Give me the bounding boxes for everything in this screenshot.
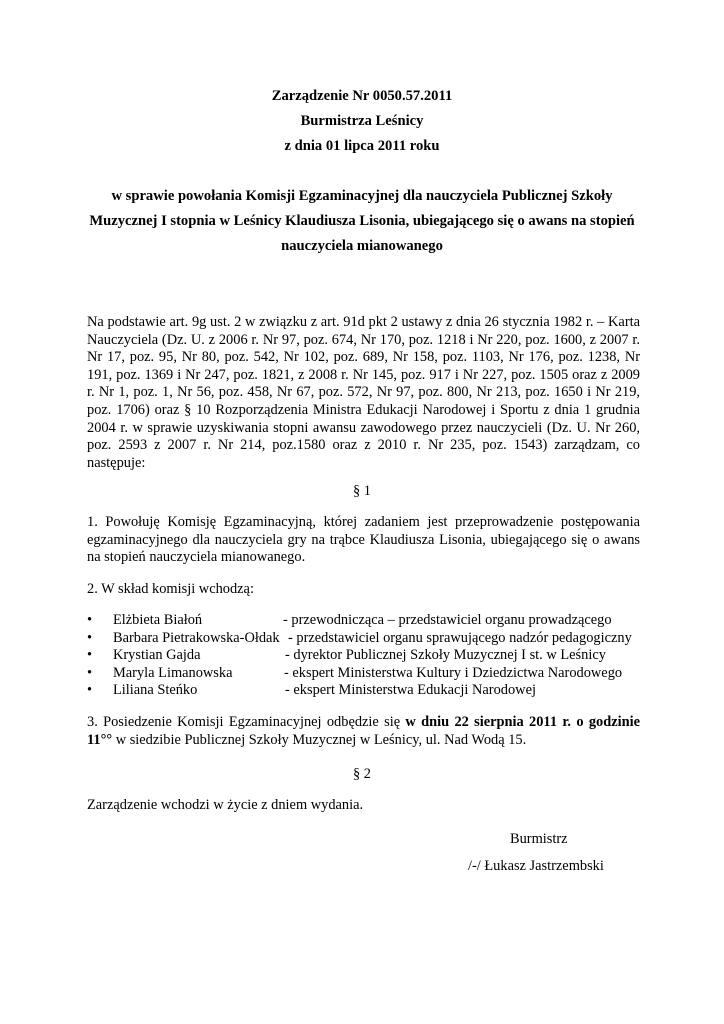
committee-members (87, 612, 647, 700)
member-name: Barbara Pietrakowska-Ołdak (113, 629, 280, 646)
order-date: z dnia 01 lipca 2011 roku (284, 138, 440, 154)
list-item (87, 612, 647, 630)
bullet: • (87, 647, 93, 664)
member-name: Liliana Steńko (113, 682, 198, 699)
list-item (87, 630, 647, 648)
point-3 (87, 714, 640, 749)
member-name: Maryla Limanowska (113, 664, 233, 681)
point-3-text-a: 3. Posiedzenie Komisji Egzaminacyjnej odbędzie się (87, 714, 406, 730)
list-item (87, 647, 647, 665)
meeting-date-time: w dniu 22 sierpnia 2011 r. o godzinie 11°° (87, 714, 640, 748)
member-name: Krystian Gajda (113, 647, 201, 664)
signature-title: Burmistrz (510, 831, 568, 847)
point-2: 2. W skład komisji wchodzą: (87, 581, 254, 597)
order-number: Zarządzenie Nr 0050.57.2011 (271, 88, 453, 104)
subject-line-3: nauczyciela mianowanego (281, 238, 443, 254)
member-role: - przewodnicząca – przedstawiciel organu prowadzącego (283, 612, 612, 628)
bullet: • (87, 664, 93, 681)
preamble: Na podstawie art. 9g ust. 2 w związku z art. 91d pkt 2 ustawy z dnia 26 stycznia 1982 r. – Karta Nauczyciela (Dz. U. z 2006 r. Nr 97, poz. 674, Nr 170, poz. 1218 i Nr 220, poz. 1600, z 2007 r. Nr 17, poz. 95, Nr 80, poz. 542, Nr 102, poz. 689, Nr 158, poz. 1103, Nr 176, poz. 1238, Nr 191, poz. 1369 i Nr 247, poz. 1821, z 2008 r. Nr 145, poz. 917 i Nr 227, poz. 1505 oraz z 2009 r. Nr 1, poz. 1, Nr 56, poz. 458, Nr 67, poz. 572, Nr 97, poz. 800, Nr 213, poz. 1650 i Nr 219, poz. 1706) oraz § 10 Rozporządzenia Ministra Edukacji Narodowej i Sportu z dnia 1 grudnia 2004 r. w sprawie uzyskiwania stopni awansu zawodowego przez nauczycieli (Dz. U. Nr 260, poz. 2593 z 2007 r. Nr 214, poz.1580 oraz z 2010 r. Nr 235, poz. 1543) zarządzam, co następuje: (87, 314, 640, 471)
list-item (87, 682, 647, 700)
bullet: • (87, 682, 93, 699)
section-1-symbol: § 1 (353, 483, 371, 499)
list-item (87, 665, 647, 683)
signature-name: /-/ Łukasz Jastrzembski (468, 858, 604, 874)
member-role: - przedstawiciel organu sprawującego nadzór pedagogiczny (288, 629, 632, 646)
member-role: - ekspert Ministerstwa Edukacji Narodowej (285, 682, 536, 699)
member-name: Elżbieta Białoń (113, 612, 203, 628)
member-role: - ekspert Ministerstwa Kultury i Dziedzictwa Narodowego (284, 664, 623, 681)
point-1: 1. Powołuję Komisję Egzaminacyjną, której zadaniem jest przeprowadzenie postępowania egzaminacyjnego dla nauczyciela gry na trąbce Klaudiusza Lisonia, ubiegającego się o awans na stopień nauczyciela mianowanego. (87, 514, 640, 566)
bullet: • (87, 629, 93, 646)
issuer: Burmistrza Leśnicy (300, 113, 424, 129)
section-2-text: Zarządzenie wchodzi w życie z dniem wydania. (87, 797, 364, 813)
point-3-text-b: w siedzibie Publicznej Szkoły Muzycznej w Leśnicy, ul. Nad Wodą 15. (112, 731, 527, 748)
section-2-symbol: § 2 (353, 766, 371, 782)
bullet: • (87, 612, 93, 628)
subject-line-1: w sprawie powołania Komisji Egzaminacyjnej dla nauczyciela Publicznej Szkoły (111, 188, 613, 204)
subject-line-2: Muzycznej I stopnia w Leśnicy Klaudiusza Lisonia, ubiegającego się o awans na stopień (89, 213, 635, 229)
member-role: - dyrektor Publicznej Szkoły Muzycznej I st. w Leśnicy (285, 647, 606, 664)
